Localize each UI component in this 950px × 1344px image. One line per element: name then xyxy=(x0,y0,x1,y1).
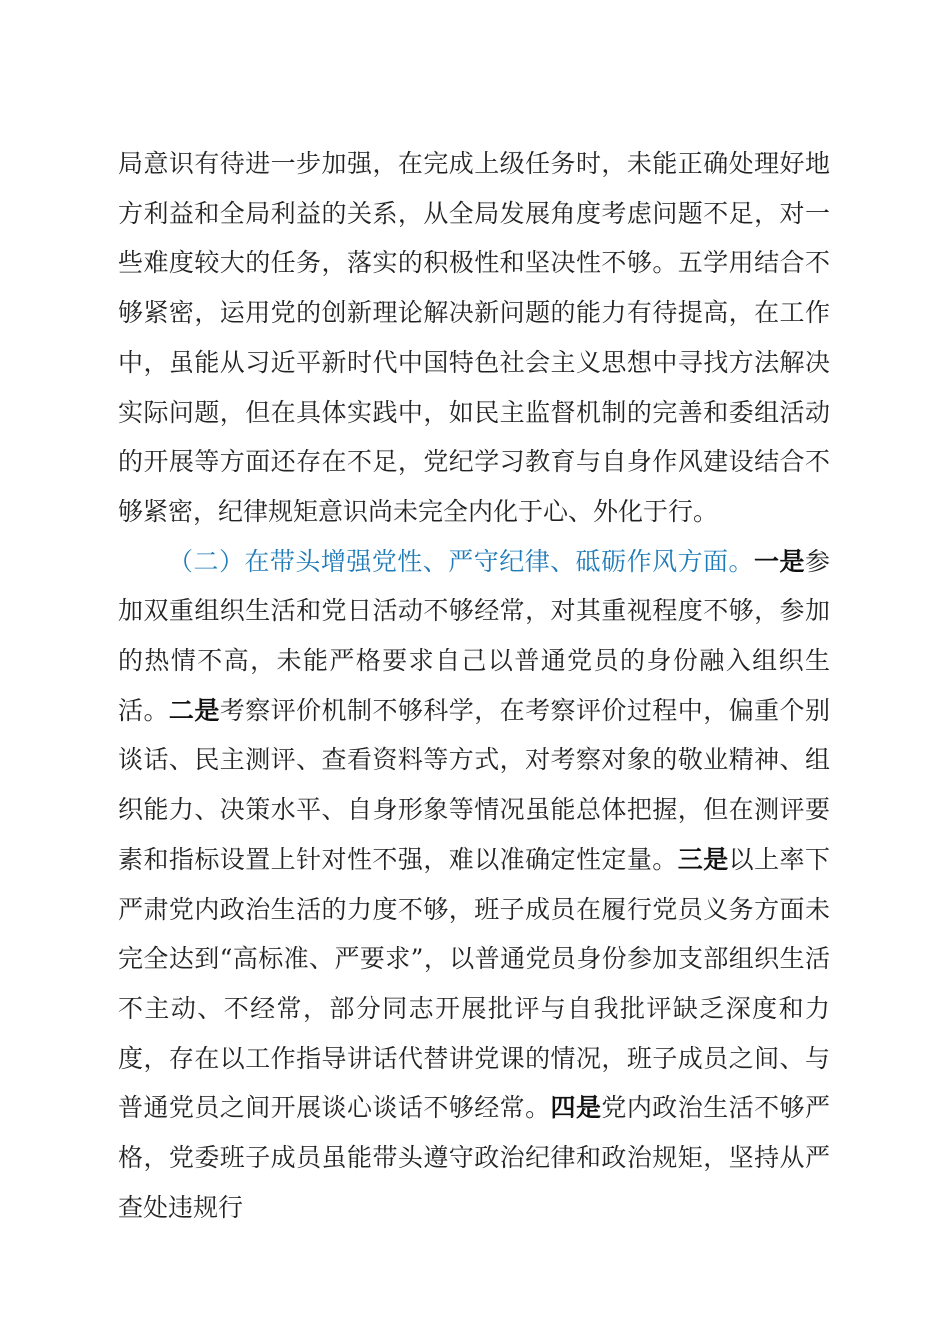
item-text-one: 参加双重组织生活和党日活动不够经常，对其重视程度不够，参加的热情不高，未能严格要求自己以普通党员的身份融入组织生活。 xyxy=(118,546,830,725)
item-label-two: 二是 xyxy=(168,695,220,725)
paragraph-text: 局意识有待进一步加强，在完成上级任务时，未能正确处理好地方利益和全局利益的关系，从全局发展角度考虑问题不足，对一些难度较大的任务，落实的积极性和坚决性不够。五学用结合不够紧密，运用党的创新理论解决新问题的能力有待提高，在工作中，虽能从习近平新时代中国特色社会主义思想中寻找方法解决实际问题，但在具体实践中，如民主监督机制的完善和委组活动的开展等方面还存在不足，党纪学习教育与自身作风建设结合不够紧密，纪律规矩意识尚未完全内化于心、外化于行。 xyxy=(118,149,830,526)
paragraph-continued xyxy=(118,139,830,537)
document-page xyxy=(118,139,830,1232)
item-text-three: 以上率下严肃党内政治生活的力度不够，班子成员在履行党员义务方面未完全达到“高标准、严要求”，以普通党员身份参加支部组织生活不主动、不经常，部分同志开展批评与自我批评缺乏深度和力度，存在以工作指导讲话代替讲党课的情况，班子成员之间、与普通党员之间开展谈心谈话不够经常。 xyxy=(118,844,830,1123)
section-heading: （二）在带头增强党性、严守纪律、砥砺作风方面。 xyxy=(168,546,754,576)
item-label-four: 四是 xyxy=(550,1093,602,1123)
item-label-three: 三是 xyxy=(677,844,729,874)
item-label-one: 一是 xyxy=(754,546,805,576)
paragraph-section-two xyxy=(118,537,830,1233)
item-text-two: 考察评价机制不够科学，在考察评价过程中，偏重个别谈话、民主测评、查看资料等方式，对考察对象的敬业精神、组织能力、决策水平、自身形象等情况虽能总体把握，但在测评要素和指标设置上针对性不强，难以准确定性定量。 xyxy=(118,695,830,874)
item-text-four: 党内政治生活不够严格，党委班子成员虽能带头遵守政治纪律和政治规矩，坚持从严查处违规行 xyxy=(118,1093,830,1222)
